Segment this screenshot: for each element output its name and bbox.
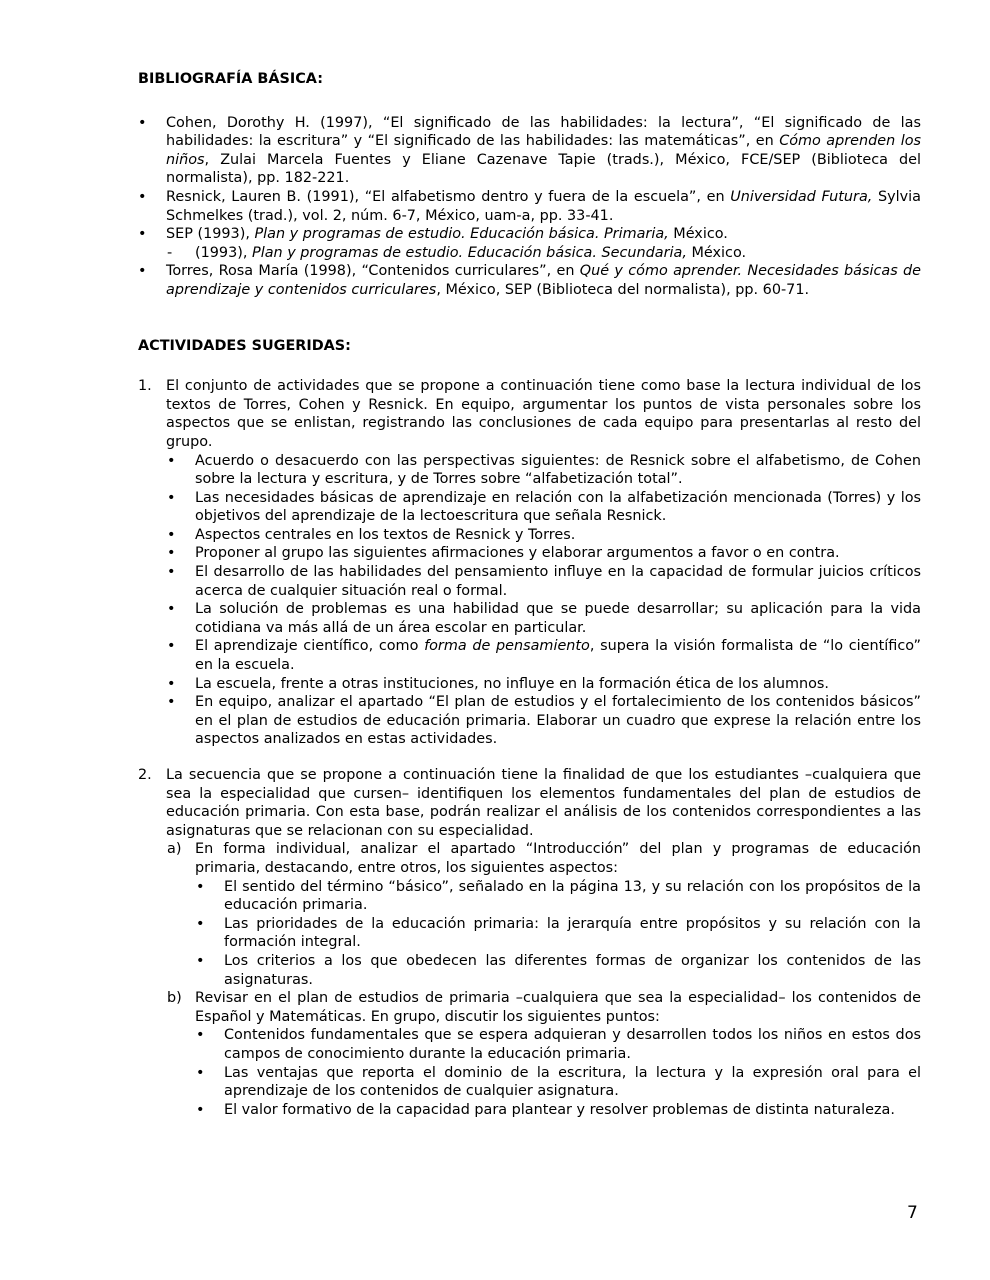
list-item: • El desarrollo de las habilidades del pensamiento influye en la capacidad de formular juicios críticos acerca de cualquier situación real o formal. (167, 564, 921, 599)
bullet-icon: • (138, 226, 147, 243)
bullet-icon: • (196, 1064, 205, 1081)
dash-marker: - (167, 244, 173, 261)
list-item: • Proponer al grupo las siguientes afirmaciones y elaborar argumentos a favor o en contra. (167, 545, 840, 562)
list-item: • Las ventajas que reporta el dominio de la escritura, la lectura y la expresión oral para el aprendizaje de los contenidos de cualquier asignatura. (196, 1064, 921, 1100)
bibliography-sub-entry: - (1993), Plan y programas de estudio. Educación básica. Secundaria, México. (167, 244, 747, 261)
activity-text: La secuencia que se propone a continuación tiene la finalidad de que los estudiantes –cualquiera que sea la especialidad que cursen– identifiquen los elementos fundamentales del plan de estudios de educación primaria. Con esta base, podrán realizar el análisis de los contenidos correspondientes a las asignaturas que se relacionan con su especialidad. (166, 767, 921, 839)
list-item: • Las prioridades de la educación primaria: la jerarquía entre propósitos y su relación con la formación integral. (196, 915, 921, 951)
list-item: • Contenidos fundamentales que se espera adquieran y desarrollen todos los niños en estos dos campos de conocimiento durante la educación primaria. (196, 1027, 921, 1062)
bullet-icon: • (167, 694, 176, 711)
list-item: • Las necesidades básicas de aprendizaje en relación con la alfabetización mencionada (Torres) y los objetivos del aprendizaje de la lectoescritura que señala Resnick. (167, 489, 921, 525)
bibliography-entry: • SEP (1993), Plan y programas de estudio. Educación básica. Primaria, México. (138, 226, 728, 243)
bibliography-entry: • Cohen, Dorothy H. (1997), “El significado de las habilidades: la lectura”, “El significado de las habilidades: la escritura” y “El significado de las habilidades: las matemáticas”, en Cómo aprenden los niños, Zulai Marcela Fuentes y Eliane Cazenave Tapie (trads.), México, FCE/SEP (Biblioteca del normalista), pp. 182-221. (138, 114, 922, 187)
list-item: • La solución de problemas es una habilidad que se puede desarrollar; su aplicación para la vida cotidiana va más allá de un área escolar en particular. (167, 601, 921, 636)
bibliography-heading: BIBLIOGRAFÍA BÁSICA: (138, 71, 323, 87)
sub-activity-b-bullets (138, 1026, 921, 1119)
list-item: • El sentido del término “básico”, señalado en la página 13, y su relación con los propósitos de la educación primaria. (196, 878, 921, 914)
bullet-icon: • (167, 675, 176, 692)
sub-list-label: b) (167, 990, 182, 1007)
sub-activity-a: a) En forma individual, analizar el apartado “Introducción” del plan y programas de educación primaria, destacando, entre otros, los siguientes aspectos: (167, 841, 921, 876)
bullet-icon: • (167, 452, 176, 469)
bullet-icon: • (138, 114, 147, 131)
list-number: 1. (138, 378, 152, 395)
activity-text: El conjunto de actividades que se propone a continuación tiene como base la lectura individual de los textos de Torres, Cohen y Resnick. En equipo, argumentar los puntos de vista personales sobre los aspectos que se enlistan, registrando las conclusiones de cada equipo para presentarlas al resto del grupo. (166, 378, 921, 450)
sub-list-label: a) (167, 841, 182, 858)
activities-list (138, 377, 921, 1119)
list-item: • En equipo, analizar el apartado “El plan de estudios y el fortalecimiento de los contenidos básicos” en el plan de estudios de educación primaria. Elaborar un cuadro que exprese la relación entre los aspectos analizados en estas actividades. (167, 694, 921, 748)
bullet-icon: • (196, 1101, 205, 1118)
list-number: 2. (138, 767, 152, 783)
bullet-icon: • (196, 952, 205, 969)
activity-item (138, 377, 921, 749)
list-item: • El aprendizaje científico, como forma de pensamiento, supera la visión formalista de “lo científico” en la escuela. (167, 638, 922, 674)
bullet-icon: • (167, 545, 176, 562)
list-item: • El valor formativo de la capacidad para plantear y resolver problemas de distinta naturaleza. (196, 1101, 895, 1118)
sub-activity-b: b) Revisar en el plan de estudios de primaria –cualquiera que sea la especialidad– los contenidos de Español y Matemáticas. En grupo, discutir los siguientes puntos: (167, 990, 921, 1025)
list-item: • Aspectos centrales en los textos de Resnick y Torres. (167, 526, 576, 543)
bullet-icon: • (196, 878, 205, 895)
bullet-icon: • (167, 526, 176, 543)
activity-bullets (138, 452, 921, 750)
activities-heading: ACTIVIDADES SUGERIDAS: (138, 337, 351, 354)
sub-activity-a-bullets (138, 878, 921, 990)
bullet-icon: • (167, 638, 176, 655)
list-item: • Acuerdo o desacuerdo con las perspectivas siguientes: de Resnick sobre el alfabetismo, de Cohen sobre la lectura y escritura, y de Torres sobre “alfabetización total”. (167, 452, 921, 488)
page-number: 7 (907, 1203, 918, 1223)
bullet-icon: • (138, 263, 147, 280)
bullet-icon: • (167, 489, 176, 506)
bullet-icon: • (138, 188, 147, 205)
activity-item (138, 766, 921, 1119)
bibliography-list (138, 114, 921, 300)
bibliography-entry: • Resnick, Lauren B. (1991), “El alfabetismo dentro y fuera de la escuela”, en Universidad Futura, Sylvia Schmelkes (trad.), vol. 2, núm. 6-7, México, uam-a, pp. 33-41. (138, 188, 921, 224)
list-item: • La escuela, frente a otras instituciones, no influye en la formación ética de los alumnos. (167, 675, 829, 692)
bullet-icon: • (167, 601, 176, 618)
bullet-icon: • (196, 915, 205, 932)
bibliography-entry: • Torres, Rosa María (1998), “Contenidos curriculares”, en Qué y cómo aprender. Necesidades básicas de aprendizaje y contenidos curriculares, México, SEP (Biblioteca del normalista), pp. 60-71. (138, 263, 921, 298)
list-item: • Los criterios a los que obedecen las diferentes formas de organizar los contenidos de las asignaturas. (196, 952, 921, 988)
bullet-icon: • (196, 1027, 205, 1044)
document-page (138, 70, 921, 1119)
bullet-icon: • (167, 564, 176, 581)
